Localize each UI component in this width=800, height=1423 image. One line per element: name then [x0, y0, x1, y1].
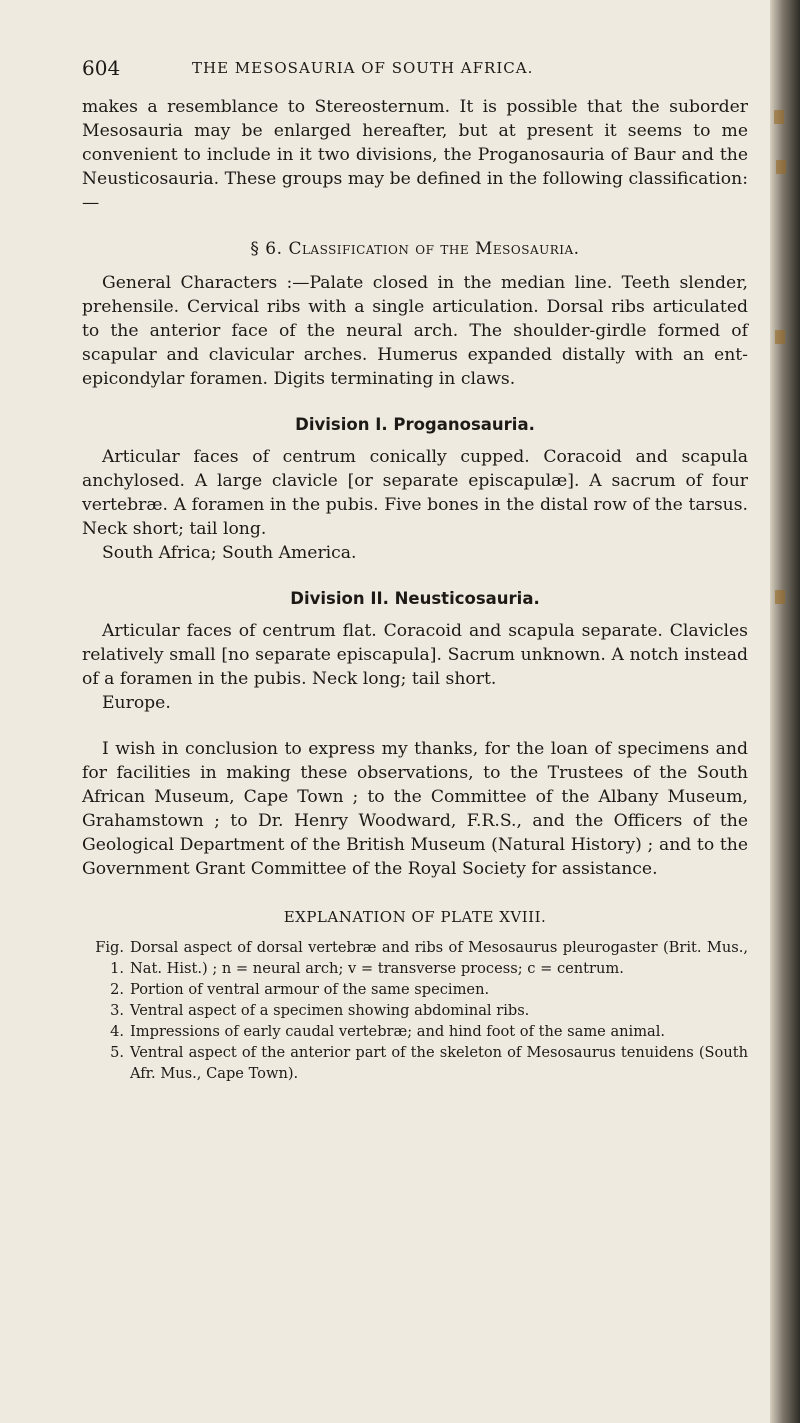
figure-caption: Ventral aspect of a specimen showing abdominal ribs.: [130, 1002, 530, 1019]
figure-item: [82, 1042, 748, 1084]
section-number: § 6.: [250, 239, 283, 259]
edge-stain: [776, 160, 786, 174]
figure-caption: Impressions of early caudal vertebræ; and hind foot of the same animal.: [130, 1023, 666, 1040]
figure-caption: Dorsal aspect of dorsal vertebræ and ribs of Mesosaurus pleurogaster (Brit. Mus., Nat. Hist.) ; n = neural arch; v = transverse process; c = centrum.: [130, 939, 748, 977]
edge-stain: [775, 330, 785, 344]
division-2-text: Articular faces of centrum flat. Coracoid and scapula separate. Clavicles relatively small [no separate episcapula]. Sacrum unknown. A notch instead of a foramen in the pubis. Neck long; tail short.: [82, 621, 748, 689]
body-text: [82, 95, 748, 1084]
running-head: THE MESOSAURIA OF SOUTH AFRICA.: [192, 59, 534, 77]
figure-caption: Portion of ventral armour of the same specimen.: [130, 981, 490, 998]
page-edge-shadow: [770, 0, 800, 1423]
division-1-text: Articular faces of centrum conically cupped. Coracoid and scapula anchylosed. A large clavicle [or separate episcapulæ]. A sacrum of four vertebræ. A foramen in the pubis. Five bones in the distal row of the tarsus. Neck short; tail long.: [82, 447, 748, 539]
section-heading: [82, 237, 748, 261]
page-header: [82, 56, 742, 82]
figure-item: [82, 979, 748, 1000]
acknowledgement-paragraph: I wish in conclusion to express my thanks, for the loan of specimens and for facilities in making these observations, to the Trustees of the South African Museum, Cape Town ; to the Committee of the Albany Museum, Grahamstown ; to Dr. Henry Woodward, F.R.S., and the Officers of the Geological Department of the British Museum (Natural History) ; and to the Government Grant Committee of the Royal Society for assistance.: [82, 739, 748, 879]
figure-item: [82, 937, 748, 979]
section-title: Classification of the Mesosauria.: [288, 239, 580, 259]
figure-list: [82, 937, 748, 1084]
figure-number: 5.: [110, 1044, 124, 1061]
plate-explanation-title: EXPLANATION OF PLATE XVIII.: [283, 908, 547, 926]
figure-number: 2.: [110, 981, 124, 998]
intro-paragraph: makes a resemblance to Stereosternum. It is possible that the suborder Mesosauria may be enlarged hereafter, but at present it seems to me convenient to include in it two divisions, the Proganosauria of Baur and the Neusticosauria. These groups may be defined in the following classification:—: [82, 97, 748, 213]
figure-caption: Ventral aspect of the anterior part of the skeleton of Mesosaurus tenuidens (South Afr. Mus., Cape Town).: [130, 1044, 748, 1082]
page-number: 604: [82, 56, 121, 80]
division-1-distribution: South Africa; South America.: [102, 543, 357, 563]
division-1-heading: Division I. Proganosauria.: [295, 415, 535, 434]
general-characters: General Characters :—Palate closed in the median line. Teeth slender, prehensile. Cervical ribs with a single articulation. Dorsal ribs articulated to the anterior face of the neural arch. The shoulder-girdle formed of scapular and clavicular arches. Humerus expanded distally with an ent-epicondylar foramen. Digits terminating in claws.: [82, 273, 748, 389]
division-2-heading: Division II. Neusticosauria.: [290, 589, 540, 608]
edge-stain: [774, 110, 784, 124]
division-2-distribution: Europe.: [102, 693, 171, 713]
figure-number: 3.: [110, 1002, 124, 1019]
edge-stain: [775, 590, 785, 604]
figure-number: Fig. 1.: [95, 939, 124, 977]
figure-number: 4.: [110, 1023, 124, 1040]
figure-item: [82, 1000, 748, 1021]
figure-item: [82, 1021, 748, 1042]
